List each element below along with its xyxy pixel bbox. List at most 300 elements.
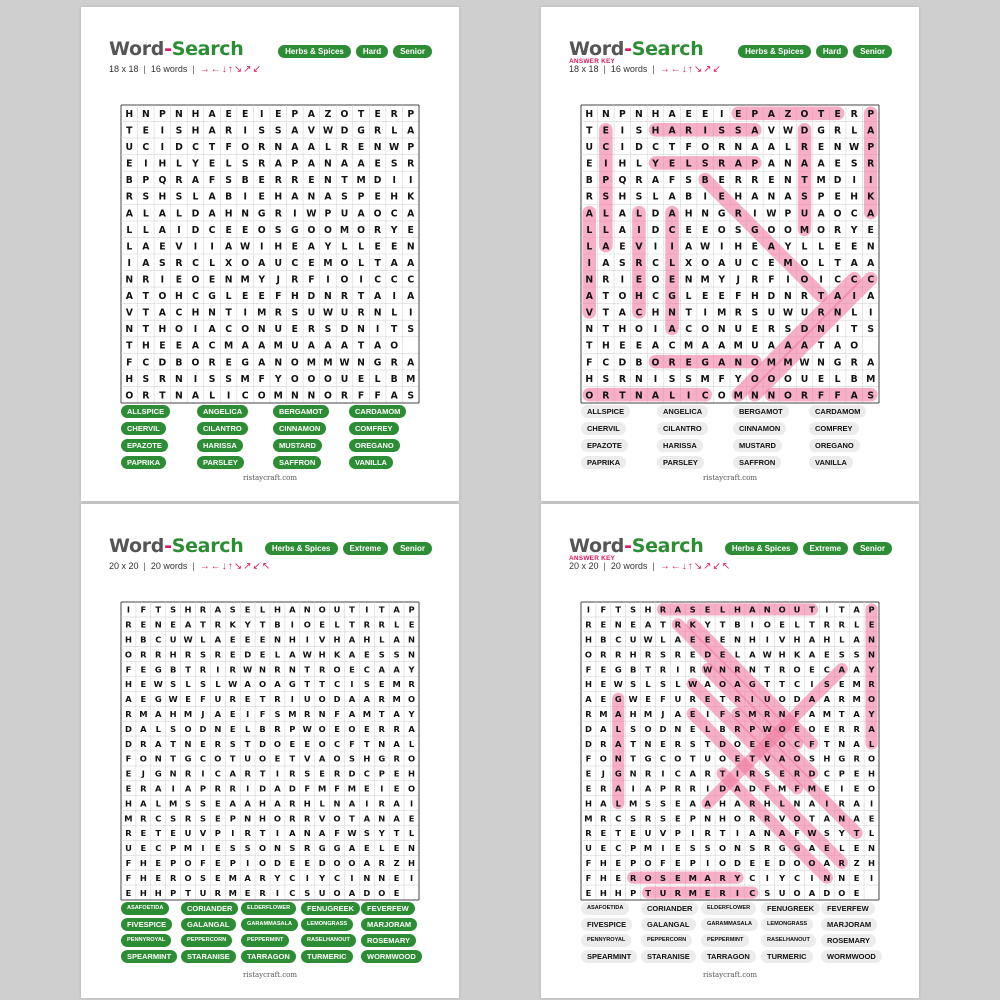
- grid-letter: O: [778, 738, 786, 749]
- word-allspice: ALLSPICE: [121, 405, 170, 418]
- grid-letter: N: [408, 843, 416, 854]
- grid-letter: R: [378, 858, 385, 869]
- grid-letter: R: [838, 619, 845, 630]
- grid-letter: E: [779, 768, 786, 779]
- grid-letter: Z: [853, 858, 860, 869]
- grid-letter: E: [718, 291, 725, 303]
- grid-letter: F: [660, 858, 666, 869]
- grid-letter: E: [768, 257, 775, 269]
- grid-letter: E: [241, 108, 249, 120]
- grid-letter: A: [407, 257, 415, 269]
- grid-letter: A: [600, 798, 607, 809]
- grid-letter: E: [349, 664, 355, 675]
- grid-letter: L: [341, 241, 348, 253]
- grid-letter: Y: [779, 872, 786, 883]
- grid-letter: T: [170, 738, 176, 749]
- grid-letter: U: [778, 887, 786, 898]
- letter-grid: [121, 105, 419, 403]
- grid-letter: R: [225, 125, 233, 137]
- grid-letter: T: [645, 887, 651, 898]
- grid-letter: R: [140, 813, 147, 824]
- grid-letter: O: [139, 753, 147, 764]
- grid-letter: G: [833, 357, 842, 369]
- grid-letter: C: [333, 872, 341, 883]
- grid-letter: A: [289, 604, 296, 615]
- grid-letter: N: [257, 324, 266, 336]
- grid-letter: D: [373, 175, 382, 187]
- grid-letter: H: [191, 108, 200, 120]
- grid-letter: A: [208, 324, 216, 336]
- grid-letter: E: [304, 858, 311, 869]
- grid-letter: R: [274, 307, 282, 319]
- grid-letter: N: [259, 664, 267, 675]
- grid-letter: S: [244, 843, 251, 854]
- grid-letter: A: [307, 241, 315, 253]
- grid-letter: E: [600, 843, 607, 854]
- grid-letter: E: [140, 664, 147, 675]
- grid-letter: U: [734, 324, 743, 336]
- grid-letter: N: [406, 241, 415, 253]
- grid-letter: M: [683, 340, 694, 352]
- grid-letter: A: [817, 158, 825, 170]
- grid-letter: T: [660, 619, 666, 630]
- grid-letter: O: [290, 357, 299, 369]
- grid-letter: H: [599, 858, 607, 869]
- grid-letter: A: [817, 208, 825, 220]
- grid-letter: T: [378, 709, 385, 720]
- grid-letter: E: [244, 694, 251, 705]
- grid-letter: T: [244, 738, 251, 749]
- grid-letter: E: [363, 649, 370, 660]
- grid-letter: M: [392, 679, 401, 690]
- grid-letter: A: [407, 125, 415, 137]
- grid-letter: H: [629, 649, 637, 660]
- grid-letter: F: [718, 373, 725, 385]
- grid-letter: C: [850, 274, 858, 286]
- grid-letter: A: [644, 783, 652, 794]
- grid-letter: G: [357, 125, 365, 137]
- grid-letter: A: [808, 843, 816, 854]
- grid-letter: T: [304, 679, 311, 690]
- grid-letter: I: [587, 257, 592, 269]
- grid-letter: A: [158, 224, 166, 236]
- grid-letter: R: [704, 828, 711, 839]
- grid-letter: M: [223, 340, 234, 352]
- grid-letter: I: [703, 125, 707, 137]
- grid-letter: A: [363, 694, 371, 705]
- grid-letter: C: [363, 664, 370, 675]
- tag-group: [738, 45, 892, 58]
- grid-letter: N: [363, 872, 371, 883]
- grid-letter: H: [644, 604, 652, 615]
- grid-letter: R: [378, 619, 385, 630]
- grid-letter: S: [274, 125, 282, 137]
- grid-letter: N: [868, 649, 876, 660]
- grid-letter: H: [390, 191, 399, 203]
- tag-difficulty: Hard: [816, 45, 848, 58]
- grid-letter: E: [125, 783, 132, 794]
- grid-letter: A: [853, 634, 860, 645]
- grid-letter: R: [258, 142, 266, 154]
- grid-letter: P: [408, 604, 415, 615]
- grid-letter: A: [718, 357, 726, 369]
- grid-letter: E: [291, 241, 299, 253]
- grid-letter: T: [586, 125, 593, 137]
- tag-audience: Senior: [853, 542, 892, 555]
- grid-letter: I: [365, 604, 369, 615]
- grid-letter: A: [853, 738, 860, 749]
- grid-letter: E: [685, 357, 692, 369]
- grid-letter: O: [793, 858, 801, 869]
- grid-letter: S: [170, 679, 177, 690]
- grid-letter: G: [208, 291, 216, 303]
- grid-letter: O: [800, 274, 809, 286]
- grid-letter: T: [208, 142, 216, 154]
- grid-letter: T: [817, 291, 825, 303]
- grid-letter: M: [169, 798, 178, 809]
- grid-letter: A: [668, 125, 676, 137]
- grid-letter: E: [834, 158, 841, 170]
- grid-letter: L: [704, 723, 711, 734]
- grid-letter: W: [703, 664, 713, 675]
- word-fenugreek: FENUGREEK: [301, 902, 360, 915]
- grid-letter: H: [651, 125, 660, 137]
- grid-letter: E: [701, 291, 709, 303]
- word-bergamot: BERGAMOT: [733, 405, 789, 418]
- grid-letter: F: [834, 390, 841, 402]
- grid-letter: L: [175, 208, 182, 220]
- grid-letter: N: [635, 108, 643, 120]
- grid-letter: J: [141, 768, 145, 779]
- grid-letter: C: [602, 357, 610, 369]
- word-harissa: HARISSA: [657, 439, 703, 452]
- grid-letter: D: [635, 142, 643, 154]
- grid-letter: E: [853, 783, 860, 794]
- grid-letter: A: [689, 798, 696, 809]
- grid-letter: P: [784, 208, 792, 220]
- grid-letter: N: [141, 108, 150, 120]
- word-marjoram: MARJORAM: [821, 918, 877, 931]
- grid-letter: L: [209, 390, 216, 402]
- grid-letter: I: [686, 390, 691, 402]
- grid-letter: I: [620, 274, 625, 286]
- grid-letter: H: [363, 634, 371, 645]
- grid-letter: O: [719, 843, 727, 854]
- grid-letter: T: [779, 679, 785, 690]
- grid-letter: R: [229, 664, 236, 675]
- grid-letter: C: [635, 307, 643, 319]
- grid-letter: I: [210, 241, 214, 253]
- grid-letter: A: [767, 158, 775, 170]
- grid-letter: O: [257, 224, 266, 236]
- grid-letter: R: [289, 768, 296, 779]
- grid-letter: I: [653, 373, 658, 385]
- grid-letter: S: [704, 843, 711, 854]
- grid-letter: E: [689, 723, 696, 734]
- grid-letter: O: [191, 274, 200, 286]
- grid-letter: E: [393, 887, 400, 898]
- grid-letter: T: [391, 324, 398, 336]
- grid-letter: E: [258, 291, 265, 303]
- grid-letter: I: [653, 324, 658, 336]
- grid-letter: W: [807, 828, 817, 839]
- grid-letter: C: [289, 887, 296, 898]
- grid-letter: M: [240, 274, 250, 286]
- grid-letter: E: [258, 191, 265, 203]
- grid-letter: I: [735, 768, 740, 779]
- grid-letter: W: [228, 679, 238, 690]
- grid-letter: H: [823, 634, 831, 645]
- grid-letter: P: [214, 828, 221, 839]
- grid-letter: M: [822, 709, 831, 720]
- grid-letter: A: [374, 340, 382, 352]
- grid-letter: L: [615, 723, 621, 734]
- grid-letter: L: [794, 619, 800, 630]
- grid-letter: E: [823, 783, 830, 794]
- grid-letter: G: [154, 694, 162, 705]
- grid-letter: E: [689, 634, 696, 645]
- grid-letter: T: [357, 340, 365, 352]
- grid-letter: U: [767, 307, 776, 319]
- grid-letter: I: [810, 872, 814, 883]
- grid-letter: E: [718, 191, 725, 203]
- grid-letter: I: [703, 191, 707, 203]
- grid-letter: R: [767, 324, 775, 336]
- grid-letter: A: [191, 340, 200, 352]
- grid-letter: E: [735, 108, 742, 120]
- grid-letter: L: [175, 158, 182, 170]
- grid-letter: A: [734, 679, 741, 690]
- grid-letter: H: [158, 158, 167, 170]
- grid-letter: N: [838, 813, 846, 824]
- grid-letter: I: [786, 274, 790, 286]
- grid-letter: V: [778, 813, 786, 824]
- grid-letter: K: [689, 619, 696, 630]
- grid-letter: R: [304, 813, 311, 824]
- grid-letter: R: [274, 208, 282, 220]
- grid-letter: S: [784, 324, 792, 336]
- grid-letter: D: [833, 175, 842, 187]
- word-count: 20 words: [150, 561, 188, 571]
- grid-letter: E: [275, 108, 282, 120]
- grid-letter: A: [393, 813, 400, 824]
- grid-letter: A: [751, 142, 759, 154]
- grid-letter: O: [817, 224, 826, 236]
- grid-letter: O: [259, 753, 267, 764]
- grid-letter: H: [158, 191, 167, 203]
- grid-letter: L: [379, 634, 385, 645]
- grid-letter: O: [174, 324, 183, 336]
- grid-letter: E: [140, 619, 147, 630]
- grid-letter: E: [155, 872, 162, 883]
- grid-letter: R: [800, 390, 809, 402]
- grid-letter: W: [762, 723, 772, 734]
- word-lemongrass: LEMONGRASS: [301, 918, 353, 931]
- grid-letter: H: [191, 125, 200, 137]
- grid-letter: W: [306, 208, 317, 220]
- grid-letter: O: [644, 723, 652, 734]
- grid-letter: A: [214, 634, 222, 645]
- grid-letter: D: [651, 224, 660, 236]
- grid-letter: O: [763, 619, 771, 630]
- grid-letter: N: [614, 619, 622, 630]
- grid-letter: E: [853, 843, 860, 854]
- grid-letter: O: [184, 872, 192, 883]
- grid-letter: G: [184, 753, 192, 764]
- grid-letter: L: [225, 158, 232, 170]
- grid-letter: A: [644, 619, 652, 630]
- grid-letter: I: [676, 664, 680, 675]
- grid-letter: S: [185, 798, 192, 809]
- grid-letter: N: [373, 307, 382, 319]
- grid-letter: F: [585, 872, 592, 883]
- grid-letter: O: [793, 664, 801, 675]
- grid-letter: A: [158, 307, 166, 319]
- grid-letter: N: [208, 307, 216, 319]
- grid-letter: A: [749, 604, 756, 615]
- tag-difficulty: Extreme: [803, 542, 849, 555]
- grid-letter: L: [379, 843, 385, 854]
- grid-letter: O: [778, 604, 786, 615]
- grid-letter: O: [373, 208, 382, 220]
- grid-letter: E: [259, 649, 266, 660]
- grid-letter: A: [140, 798, 147, 809]
- grid-letter: R: [838, 694, 845, 705]
- grid-letter: B: [259, 723, 266, 734]
- grid-letter: C: [333, 738, 341, 749]
- word-galangal: GALANGAL: [181, 918, 236, 931]
- grid-letter: R: [184, 649, 192, 660]
- footer-site: ristaycraft.com: [703, 971, 757, 979]
- grid-letter: P: [407, 108, 415, 120]
- grid-letter: S: [635, 191, 643, 203]
- grid-letter: R: [214, 619, 222, 630]
- grid-letter: O: [408, 783, 416, 794]
- grid-letter: I: [243, 191, 247, 203]
- grid-letter: R: [867, 158, 875, 170]
- grid-letter: O: [733, 813, 741, 824]
- sheet-title: Word-Search: [109, 38, 244, 60]
- grid-letter: O: [184, 858, 192, 869]
- grid-letter: O: [340, 108, 349, 120]
- grid-letter: O: [408, 753, 416, 764]
- grid-letter: N: [833, 142, 842, 154]
- grid-letter: E: [823, 843, 830, 854]
- grid-letter: H: [585, 108, 594, 120]
- grid-letter: P: [751, 158, 759, 170]
- grid-letter: I: [868, 307, 873, 319]
- grid-letter: R: [393, 723, 400, 734]
- grid-letter: Y: [408, 709, 415, 720]
- grid-letter: O: [158, 291, 167, 303]
- grid-letter: L: [391, 307, 398, 319]
- letter-grid-solved: [581, 105, 879, 403]
- grid-letter: O: [257, 390, 266, 402]
- grid-letter: A: [751, 125, 759, 137]
- grid-letter: P: [142, 175, 150, 187]
- grid-letter: K: [229, 619, 236, 630]
- grid-letter: T: [341, 175, 348, 187]
- word-mustard: MUSTARD: [733, 439, 782, 452]
- grid-letter: R: [868, 679, 875, 690]
- grid-letter: C: [674, 768, 681, 779]
- grid-letter: G: [701, 357, 709, 369]
- grid-letter: R: [600, 738, 607, 749]
- grid-letter: I: [193, 373, 198, 385]
- grid-letter: E: [241, 291, 249, 303]
- word-feverfew: FEVERFEW: [821, 902, 875, 915]
- grid-letter: A: [850, 390, 858, 402]
- grid-letter: F: [374, 390, 381, 402]
- grid-letter: O: [719, 858, 727, 869]
- grid-letter: E: [274, 753, 281, 764]
- grid-letter: C: [390, 274, 398, 286]
- grid-letter: U: [800, 373, 809, 385]
- grid-letter: E: [704, 887, 711, 898]
- grid-letter: D: [333, 694, 341, 705]
- grid-letter: U: [274, 324, 283, 336]
- grid-letter: G: [288, 679, 296, 690]
- grid-letter: H: [850, 191, 859, 203]
- grid-letter: D: [778, 858, 786, 869]
- grid-letter: D: [191, 224, 200, 236]
- grid-letter: N: [307, 390, 316, 402]
- grid-letter: M: [288, 709, 297, 720]
- grid-letter: S: [630, 813, 637, 824]
- grid-letter: E: [214, 872, 221, 883]
- grid-letter: E: [125, 887, 132, 898]
- grid-letter: T: [170, 753, 176, 764]
- grid-letter: N: [778, 709, 786, 720]
- grid-letter: O: [800, 257, 809, 269]
- grid-letter: T: [349, 619, 355, 630]
- word-saffron: SAFFRON: [273, 456, 321, 469]
- grid-letter: C: [142, 142, 150, 154]
- grid-letter: A: [125, 291, 133, 303]
- grid-letter: I: [620, 142, 625, 154]
- grid-letter: Y: [704, 619, 711, 630]
- grid-letter: R: [644, 649, 652, 660]
- grid-letter: A: [618, 307, 626, 319]
- grid-letter: I: [375, 324, 380, 336]
- grid-letter: V: [764, 753, 771, 764]
- answer-key-label: ANSWER KEY: [569, 555, 616, 562]
- grid-letter: R: [734, 664, 741, 675]
- grid-letter: E: [208, 158, 216, 170]
- grid-letter: P: [867, 142, 875, 154]
- grid-letter: R: [749, 768, 756, 779]
- direction-arrows-icon: →←↓↑↘↗↙↖: [659, 561, 732, 572]
- grid-letter: I: [408, 175, 413, 187]
- grid-letter: N: [175, 108, 183, 120]
- grid-letter: A: [767, 108, 775, 120]
- grid-letter: E: [159, 241, 166, 253]
- word-oregano: OREGANO: [809, 439, 860, 452]
- grid-letter: O: [333, 813, 341, 824]
- grid-letter: B: [390, 373, 398, 385]
- grid-letter: E: [764, 858, 771, 869]
- grid-letter: I: [765, 872, 769, 883]
- grid-letter: R: [374, 125, 382, 137]
- grid-letter: A: [689, 768, 696, 779]
- grid-letter: B: [629, 664, 637, 675]
- grid-letter: V: [304, 753, 311, 764]
- grid-letter: H: [318, 649, 326, 660]
- tag-audience: Senior: [853, 45, 892, 58]
- grid-letter: Y: [868, 709, 875, 720]
- grid-letter: F: [125, 664, 132, 675]
- grid-letter: I: [765, 634, 769, 645]
